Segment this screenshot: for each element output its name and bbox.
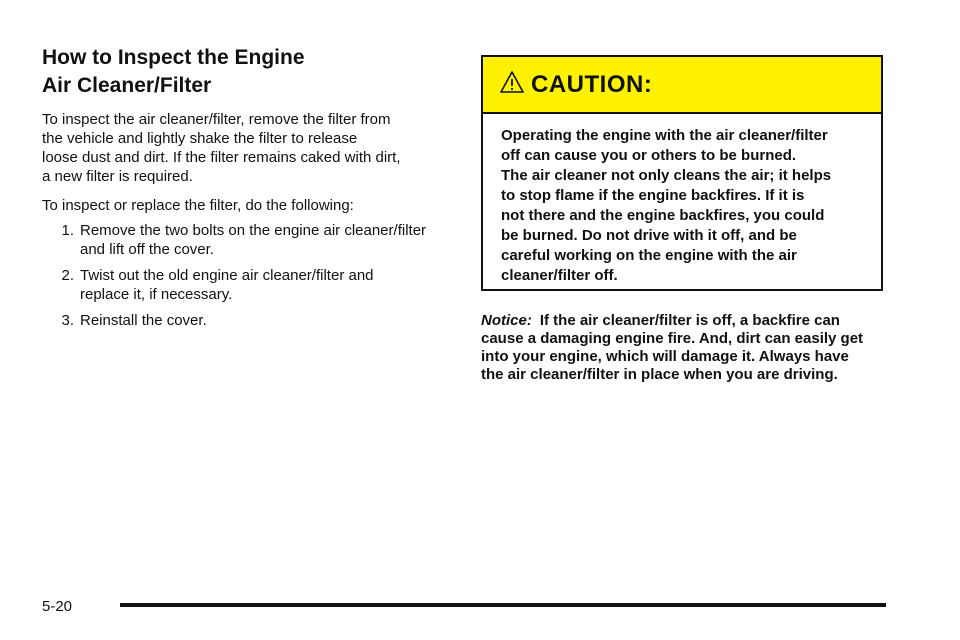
caution-line: off can cause you or others to be burned. (501, 147, 797, 164)
footer-rule (120, 603, 886, 607)
intro-line: loose dust and dirt. If the filter remains caked with dirt, (42, 149, 401, 166)
left-column (42, 44, 452, 337)
step-number: 1. (61, 222, 74, 239)
notice-line: the air cleaner/filter in place when you are driving. (481, 366, 838, 383)
caution-line: to stop flame if the engine backfires. If it is (501, 187, 805, 204)
intro-line: a new filter is required. (42, 168, 193, 185)
step-text (80, 266, 374, 304)
caution-line: Operating the engine with the air cleaner/filter (501, 127, 828, 144)
step-item (42, 311, 452, 330)
step-item (42, 266, 452, 304)
step-text (80, 311, 207, 330)
warning-triangle-icon (499, 70, 525, 94)
notice-line: If the air cleaner/filter is off, a backfire can (539, 312, 840, 329)
caution-body (483, 114, 881, 286)
step-line: replace it, if necessary. (80, 286, 233, 303)
caution-title: CAUTION: (531, 70, 653, 98)
notice-paragraph (481, 312, 891, 384)
caution-line: The air cleaner not only cleans the air; it helps (501, 167, 832, 184)
step-number: 2. (61, 267, 74, 284)
heading-line-2: Air Cleaner/Filter (42, 74, 212, 97)
caution-line: cleaner/filter off. (501, 267, 618, 284)
step-line: Reinstall the cover. (80, 312, 207, 329)
steps-intro (42, 196, 452, 215)
notice-label: Notice: (481, 312, 532, 329)
caution-line: not there and the engine backfires, you could (501, 207, 825, 224)
notice-line: into your engine, which will damage it. Always have (481, 348, 849, 365)
step-line: and lift off the cover. (80, 241, 214, 258)
steps-intro-text: To inspect or replace the filter, do the following: (42, 197, 354, 214)
step-item (42, 221, 452, 259)
heading-line-1: How to Inspect the Engine (42, 46, 305, 69)
step-text (80, 221, 426, 259)
page-number: 5-20 (42, 598, 73, 615)
caution-line: be burned. Do not drive with it off, and be (501, 227, 797, 244)
step-line: Remove the two bolts on the engine air cleaner/filter (80, 222, 427, 239)
intro-line: To inspect the air cleaner/filter, remove the filter from (42, 111, 391, 128)
caution-header (483, 57, 881, 114)
caution-box (481, 55, 883, 291)
section-heading (42, 44, 452, 100)
caution-line: careful working on the engine with the air (501, 247, 797, 264)
step-line: Twist out the old engine air cleaner/filter and (80, 267, 374, 284)
notice-line: cause a damaging engine fire. And, dirt can easily get (481, 330, 864, 347)
intro-line: the vehicle and lightly shake the filter to release (42, 130, 358, 147)
step-number: 3. (61, 312, 74, 329)
notice-first-line (481, 312, 891, 330)
intro-paragraph (42, 110, 452, 186)
steps-list (42, 221, 452, 330)
